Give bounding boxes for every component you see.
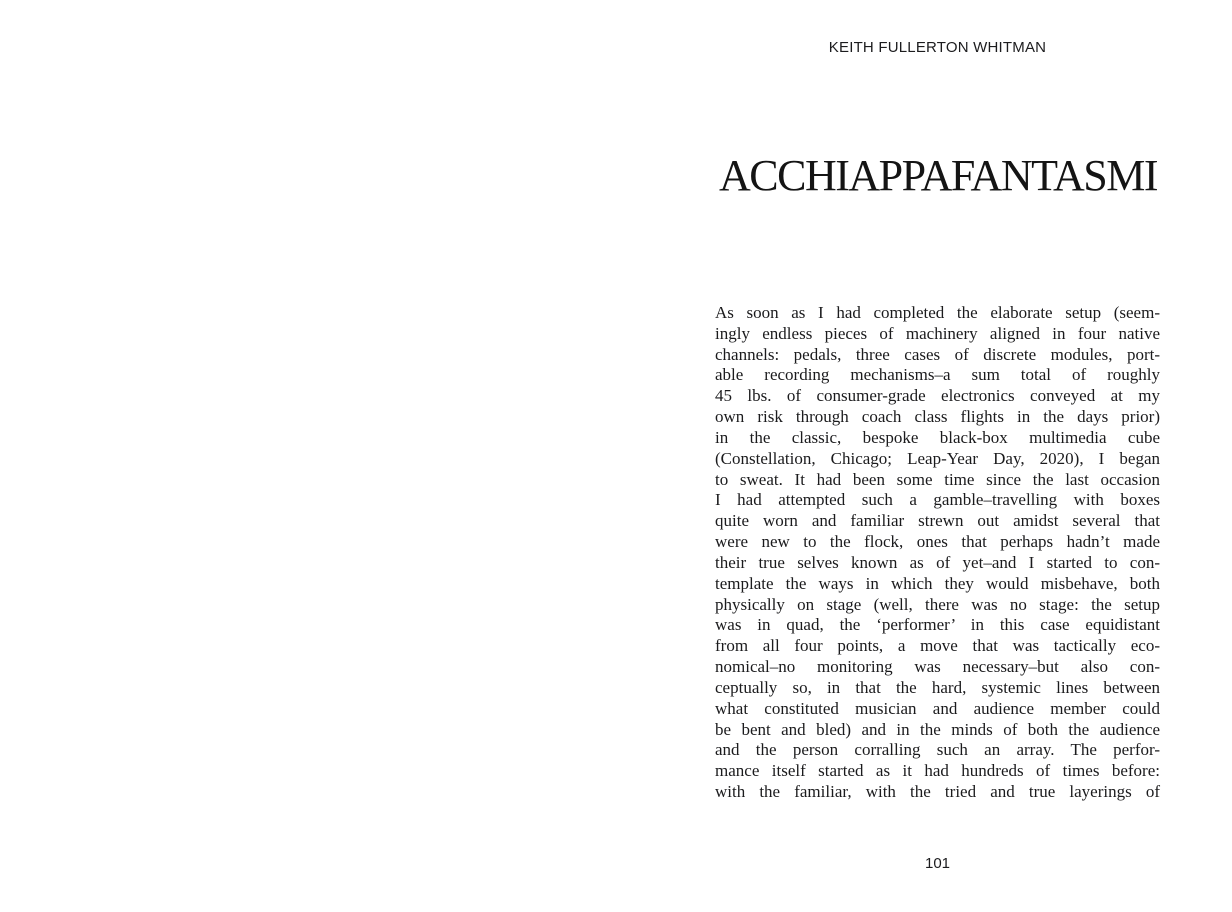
text-column [715, 0, 1160, 912]
body-line: and the person corralling such an array. The perfor- [715, 740, 1160, 760]
body-line: mance itself started as it had hundreds of times before: [715, 761, 1160, 781]
body-line: channels: pedals, three cases of discrete modules, port- [715, 344, 1160, 364]
body-line: ceptually so, in that the hard, systemic lines between [715, 677, 1160, 697]
body-line: own risk through coach class flights in the days prior) [715, 407, 1160, 427]
body-line: was in quad, the ‘performer’ in this case equidistant [715, 615, 1160, 635]
body-text [715, 303, 1160, 803]
body-line: were new to the flock, ones that perhaps hadn’t made [715, 532, 1160, 552]
body-line: ingly endless pieces of machinery aligned in four native [715, 323, 1160, 343]
page-number: 101 [924, 855, 951, 872]
body-line: 45 lbs. of consumer-grade electronics conveyed at my [715, 386, 1160, 406]
chapter-title: ACCHIAPPAFANTASMI [719, 151, 1157, 200]
body-line: physically on stage (well, there was no stage: the setup [715, 594, 1160, 614]
body-line: their true selves known as of yet–and I started to con- [715, 552, 1160, 572]
body-line: be bent and bled) and in the minds of both the audience [715, 719, 1160, 739]
body-line: from all four points, a move that was tactically eco- [715, 636, 1160, 656]
body-line: in the classic, bespoke black-box multimedia cube [715, 427, 1160, 447]
body-line: quite worn and familiar strewn out amidst several that [715, 511, 1160, 531]
body-line: I had attempted such a gamble–travelling with boxes [715, 490, 1160, 510]
body-line: what constituted musician and audience member could [715, 698, 1160, 718]
body-line: able recording mechanisms–a sum total of roughly [715, 365, 1160, 385]
body-line: nomical–no monitoring was necessary–but also con- [715, 657, 1160, 677]
running-header: KEITH FULLERTON WHITMAN [828, 39, 1047, 56]
body-line: As soon as I had completed the elaborate setup (seem- [715, 303, 1160, 322]
body-line: template the ways in which they would misbehave, both [715, 573, 1160, 593]
body-line: (Constellation, Chicago; Leap-Year Day, 2020), I began [715, 448, 1160, 468]
body-line: to sweat. It had been some time since the last occasion [715, 469, 1160, 489]
body-line: with the familiar, with the tried and true layerings of [715, 782, 1160, 802]
